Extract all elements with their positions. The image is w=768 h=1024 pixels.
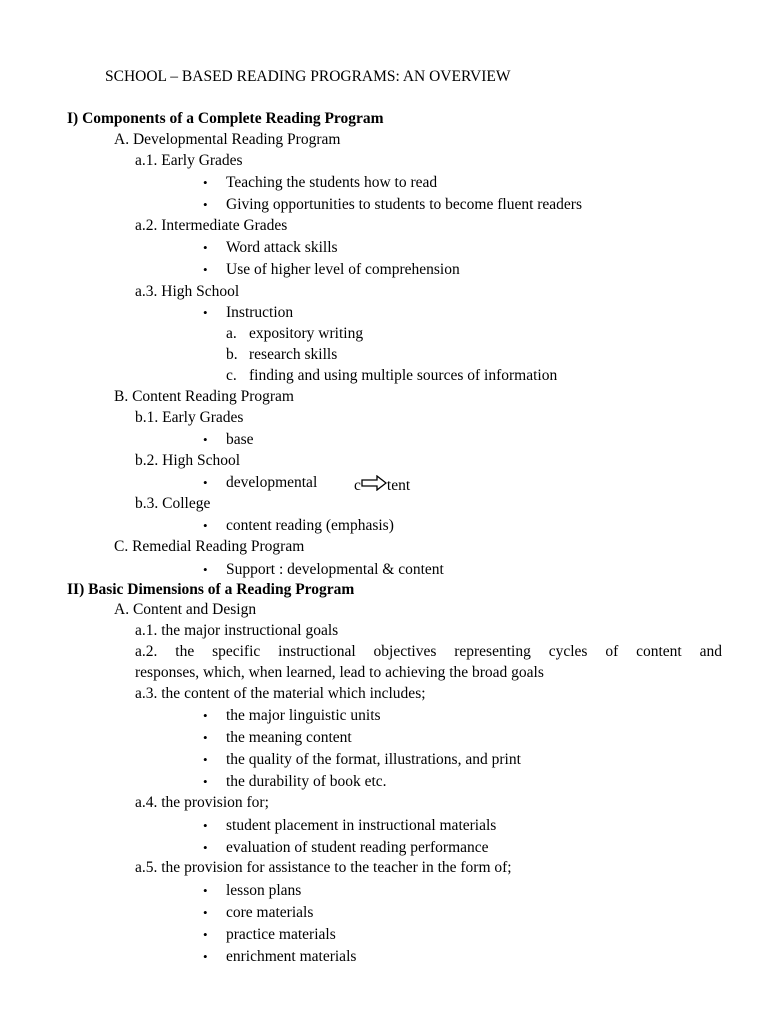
bullet: • [203,883,208,898]
sub-marker: b. [226,346,238,363]
list-item: core materials [226,904,314,921]
list-item: Instruction [226,304,294,321]
right-arrow-icon [361,474,387,490]
list-item: the meaning content [226,729,352,746]
sub-item: finding and using multiple sources of information [249,367,558,384]
section-1-b-label: B. Content Reading Program [114,388,294,405]
list-item: the durability of book etc. [226,773,387,790]
a2-label: a.2. Intermediate Grades [135,217,288,234]
bullet: • [203,730,208,745]
bullet: • [203,197,208,212]
text-fragment: c [354,477,361,494]
bullet: • [203,818,208,833]
list-item: practice materials [226,926,336,943]
bullet: • [203,240,208,255]
b3-label: b.3. College [135,495,211,512]
list-item: the quality of the format, illustrations, and print [226,751,521,768]
list-item: Word attack skills [226,239,338,256]
bullet: • [203,840,208,855]
b1-label: b.1. Early Grades [135,409,244,426]
bullet: • [203,774,208,789]
list-item: student placement in instructional materials [226,817,497,834]
a2-text-line1: a.2. the specific instructional objectives representing cycles of content and [135,643,722,660]
b2-label: b.2. High School [135,452,241,469]
list-item: evaluation of student reading performance [226,839,489,856]
sub-marker: a. [226,325,237,342]
section-1-a-label: A. Developmental Reading Program [114,131,341,148]
a4-label: a.4. the provision for; [135,794,269,811]
bullet: • [203,905,208,920]
bullet: • [203,305,208,320]
section-1-c-label: C. Remedial Reading Program [114,538,305,555]
list-item: the major linguistic units [226,707,381,724]
list-item: Giving opportunities to students to become fluent readers [226,196,582,213]
bullet: • [203,475,208,490]
sub-marker: c. [226,367,237,384]
right-arrow-shape [361,475,387,491]
sub-item: expository writing [249,325,364,342]
bullet: • [203,262,208,277]
list-item: lesson plans [226,882,302,899]
bullet: • [203,949,208,964]
a1-label: a.1. Early Grades [135,152,243,169]
bullet: • [203,708,208,723]
bullet: • [203,562,208,577]
a3-label: a.3. the content of the material which includes; [135,685,426,702]
list-item: base [226,431,254,448]
bullet: • [203,518,208,533]
bullet: • [203,432,208,447]
sub-item: research skills [249,346,338,363]
section-1-heading: I) Components of a Complete Reading Program [67,110,384,127]
a3-label: a.3. High School [135,283,240,300]
list-item: Support : developmental & content [226,561,444,578]
bullet: • [203,752,208,767]
list-item: Teaching the students how to read [226,174,438,191]
a2-text-line2: responses, which, when learned, lead to achieving the broad goals [135,664,544,681]
list-item: Use of higher level of comprehension [226,261,460,278]
document-title: SCHOOL – BASED READING PROGRAMS: AN OVERVIEW [105,68,511,85]
list-item: enrichment materials [226,948,357,965]
section-2-heading: II) Basic Dimensions of a Reading Program [67,581,355,598]
a5-label: a.5. the provision for assistance to the teacher in the form of; [135,859,512,876]
a1-text: a.1. the major instructional goals [135,622,339,639]
list-item-arrow-text [354,474,410,495]
bullet: • [203,927,208,942]
section-2-a-label: A. Content and Design [114,601,257,618]
list-item: content reading (emphasis) [226,517,394,534]
text-fragment: tent [386,477,411,494]
bullet: • [203,175,208,190]
list-item: developmental [226,474,318,491]
